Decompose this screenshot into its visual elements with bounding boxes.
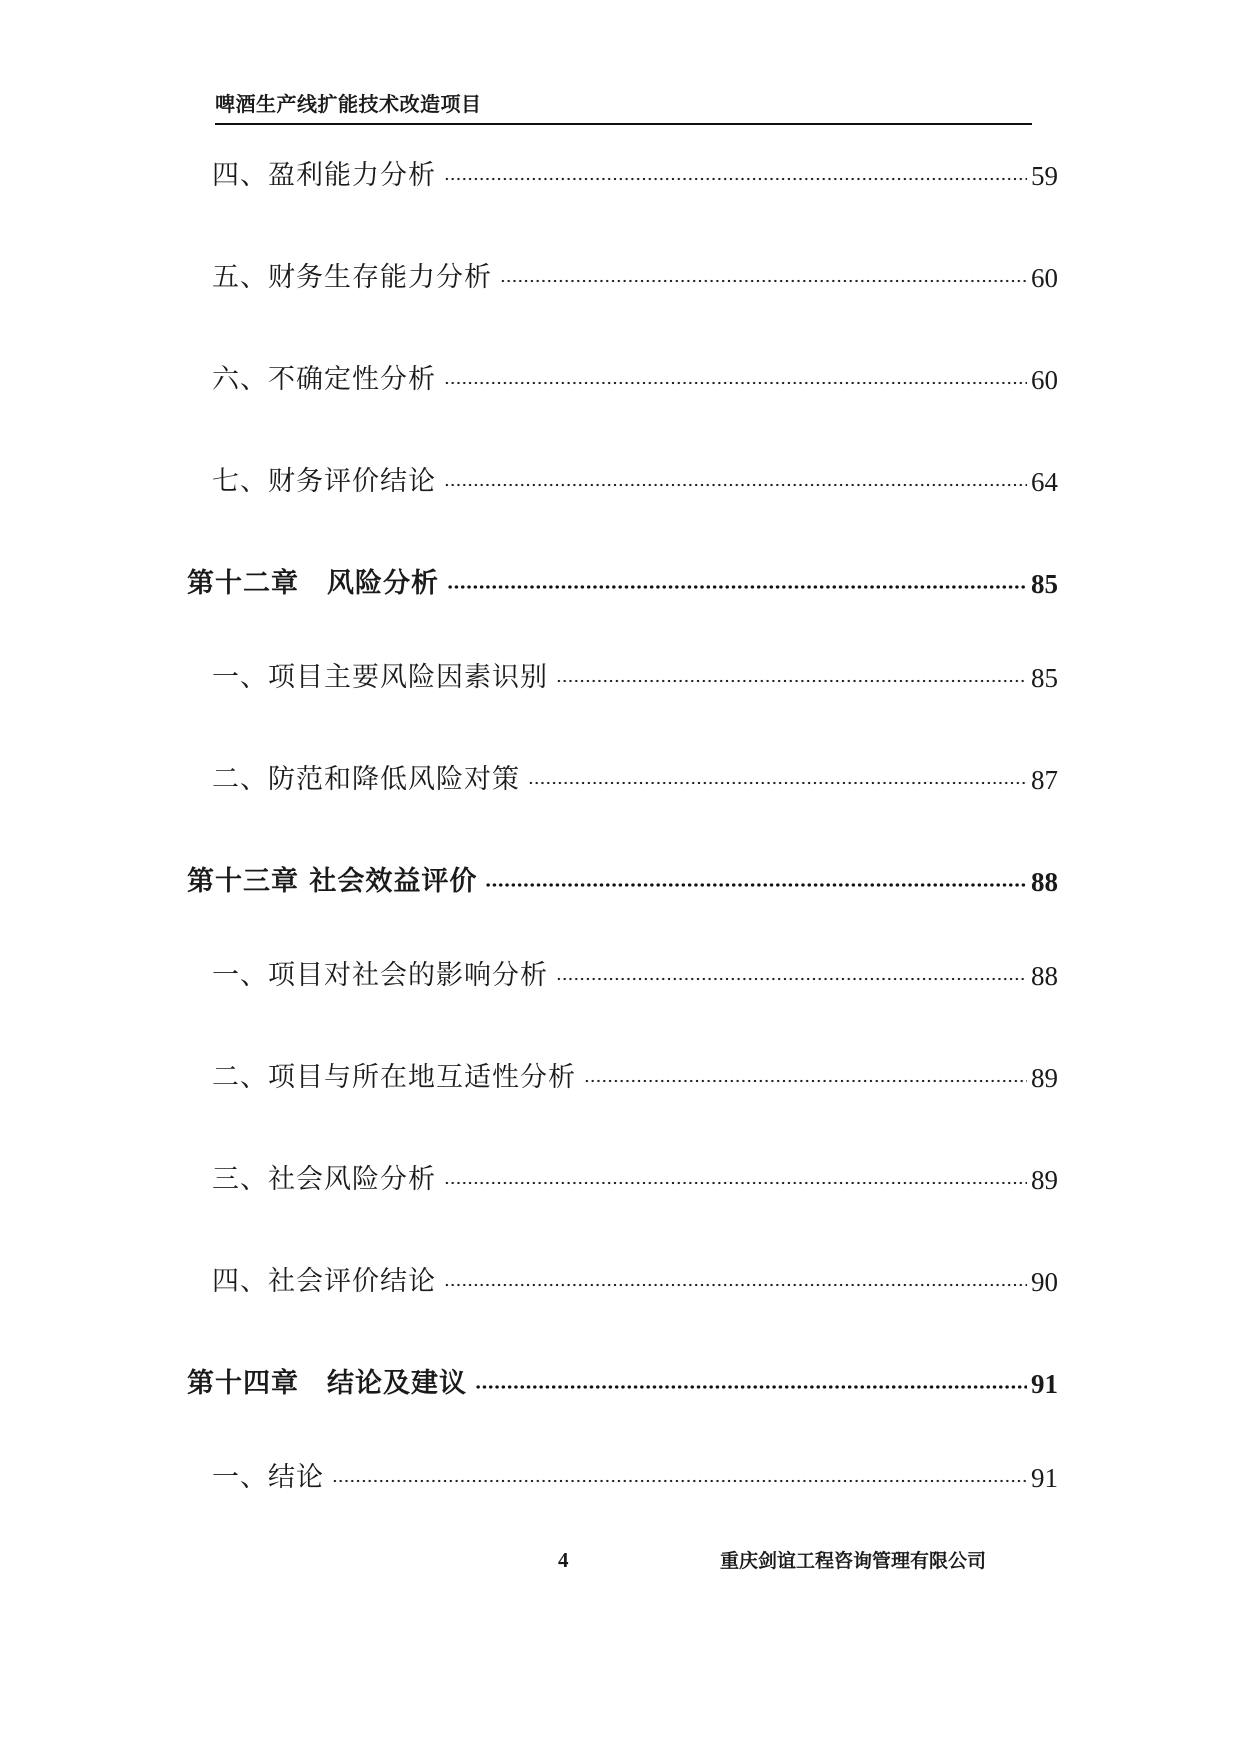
toc-entry-label: 四、盈利能力分析 [212, 160, 436, 191]
toc-page-number: 89 [1031, 1063, 1058, 1093]
toc-page-number: 64 [1031, 467, 1058, 497]
toc-entry-label: 一、结论 [212, 1462, 324, 1493]
toc-chapter-label: 第十三章 社会效益评价 [187, 866, 478, 897]
toc-entry-section[interactable] [0, 456, 1058, 498]
toc-dot-leader [528, 778, 1027, 788]
document-title: 啤酒生产线扩能技术改造项目 [215, 92, 482, 116]
toc-dot-leader [556, 676, 1027, 686]
toc-entry-label: 二、防范和降低风险对策 [212, 764, 520, 795]
toc-page-number: 59 [1031, 161, 1058, 191]
toc-entry-section[interactable] [0, 150, 1058, 192]
toc-entry-label: 四、社会评价结论 [212, 1266, 436, 1297]
toc-page-number: 90 [1031, 1267, 1058, 1297]
toc-dot-leader [444, 1280, 1027, 1290]
toc-page-number: 91 [1031, 1463, 1058, 1493]
toc-dot-leader [556, 974, 1027, 984]
toc-entry-label: 三、社会风险分析 [212, 1164, 436, 1195]
toc-dot-leader [332, 1476, 1027, 1486]
footer-page-number: 4 [558, 1548, 569, 1572]
toc-entry-section[interactable] [0, 1452, 1058, 1494]
toc-page-number: 60 [1031, 263, 1058, 293]
toc-entry-section[interactable] [0, 754, 1058, 796]
toc-page-number: 91 [1031, 1369, 1058, 1399]
toc-entry-section[interactable] [0, 950, 1058, 992]
toc-entry-label: 一、项目对社会的影响分析 [212, 960, 548, 991]
toc-dot-leader [475, 1382, 1027, 1392]
toc-dot-leader [584, 1076, 1027, 1086]
toc-page-number: 89 [1031, 1165, 1058, 1195]
toc-page-number: 85 [1031, 663, 1058, 693]
toc-entry-section[interactable] [0, 1154, 1058, 1196]
toc-entry-section[interactable] [0, 1052, 1058, 1094]
toc-page-number: 88 [1031, 961, 1058, 991]
toc-entry-chapter[interactable] [0, 856, 1058, 898]
toc-dot-leader [444, 480, 1027, 490]
toc-dot-leader [485, 880, 1027, 890]
toc-entry-section[interactable] [0, 354, 1058, 396]
footer-company-name: 重庆剑谊工程咨询管理有限公司 [720, 1550, 987, 1572]
toc-dot-leader [444, 174, 1027, 184]
toc-page-number: 85 [1031, 569, 1058, 599]
page-header [215, 88, 1032, 125]
toc-dot-leader [447, 582, 1027, 592]
toc-entry-section[interactable] [0, 252, 1058, 294]
toc-entry-chapter[interactable] [0, 558, 1058, 600]
toc-page-number: 60 [1031, 365, 1058, 395]
toc-entry-section[interactable] [0, 652, 1058, 694]
toc-page-number: 88 [1031, 867, 1058, 897]
toc-entry-label: 七、财务评价结论 [212, 466, 436, 497]
toc-entry-label: 五、财务生存能力分析 [212, 262, 492, 293]
toc-entry-label: 二、项目与所在地互适性分析 [212, 1062, 576, 1093]
toc-dot-leader [444, 378, 1027, 388]
toc-entry-section[interactable] [0, 1256, 1058, 1298]
toc-chapter-label: 第十四章 结论及建议 [187, 1368, 467, 1399]
toc-dot-leader [444, 1178, 1027, 1188]
toc-chapter-label: 第十二章 风险分析 [187, 568, 439, 599]
toc-entry-chapter[interactable] [0, 1358, 1058, 1400]
toc-entry-label: 六、不确定性分析 [212, 364, 436, 395]
toc-dot-leader [500, 276, 1027, 286]
toc-entry-label: 一、项目主要风险因素识别 [212, 662, 548, 693]
toc-page-number: 87 [1031, 765, 1058, 795]
